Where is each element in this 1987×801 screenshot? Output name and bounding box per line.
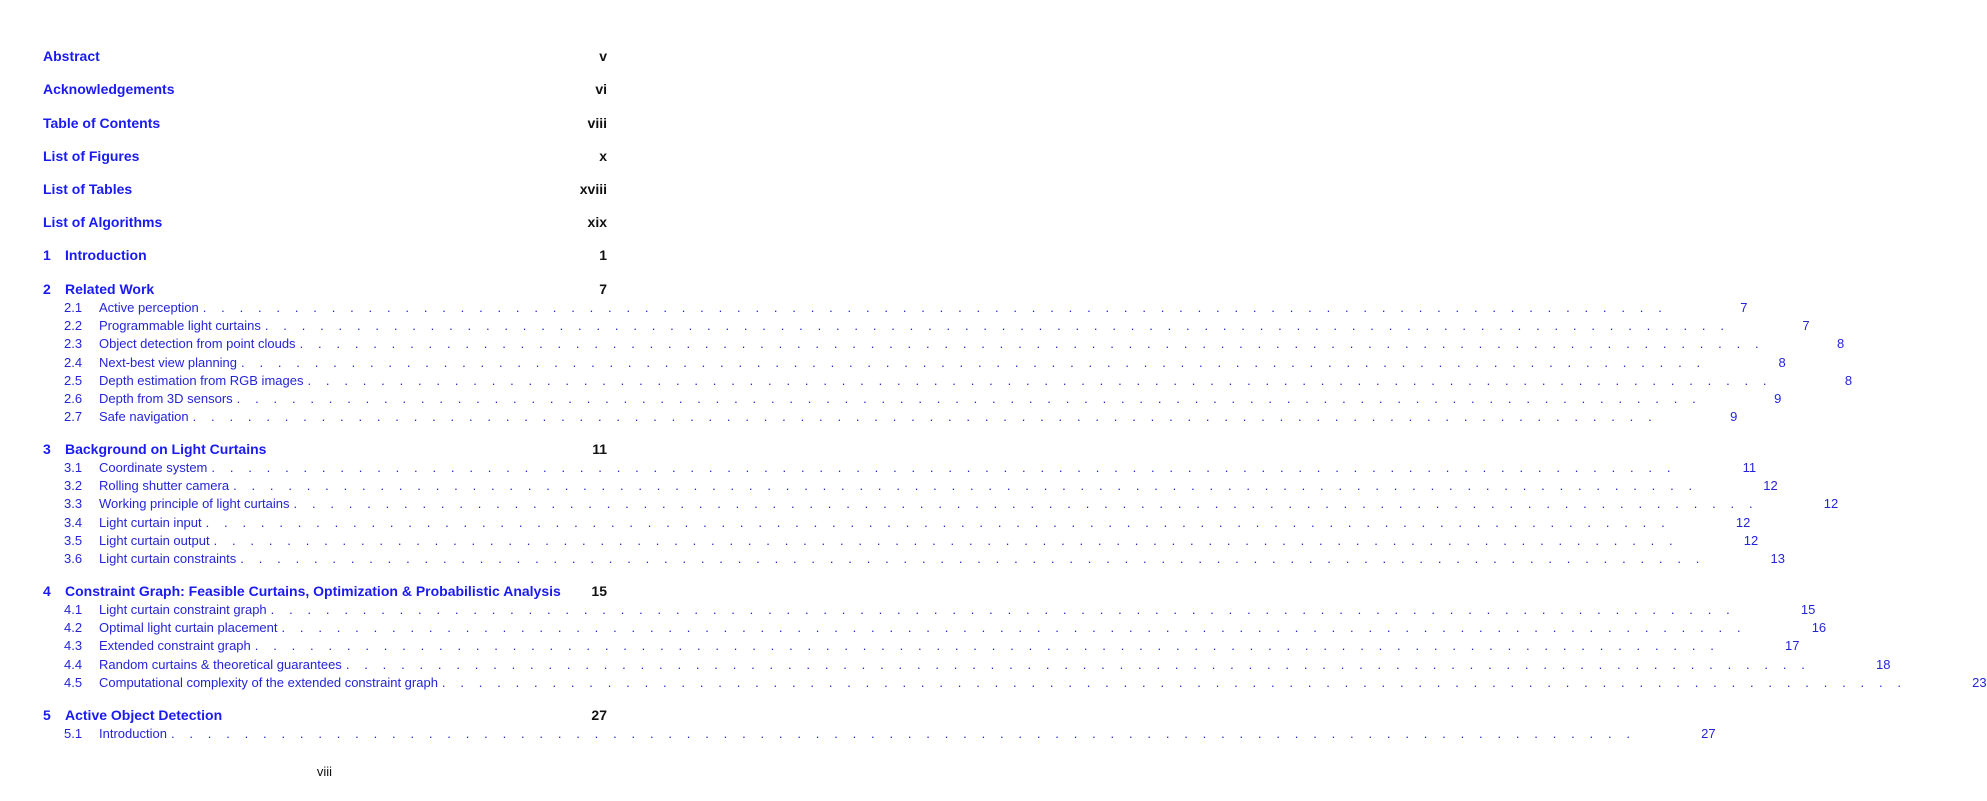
section-entry[interactable] bbox=[64, 300, 1748, 318]
section-number: 3.5 bbox=[64, 532, 83, 548]
entry-title: List of Tables bbox=[43, 181, 133, 197]
entry-page-number: 1 bbox=[599, 247, 607, 263]
entry-page-number: 15 bbox=[1800, 602, 1816, 617]
section-number: 4.1 bbox=[64, 602, 83, 617]
entry-page-number: 12 bbox=[1735, 514, 1751, 530]
entry-title: Background on Light Curtains bbox=[65, 441, 267, 457]
dot-leader: . . . . . . . . . . . . . . . . . . . . . . . . . . . . . . . . . . . . . . . . . . . . . . . . . . . . . . . . . . . . . . . . . . . . . . . . . . . . . . . . bbox=[254, 638, 1720, 654]
dot-leader: . . . . . . . . . . . . . . . . . . . . . . . . . . . . . . . . . . . . . . . . . . . . . . . . . . . . . . . . . . . . . . . . . . . . . . . . . . . . . . . . bbox=[270, 602, 1736, 617]
section-number: 2.4 bbox=[64, 354, 83, 370]
entry-title: Working principle of light curtains bbox=[99, 496, 290, 512]
entry-title: Next-best view planning bbox=[99, 354, 238, 370]
dot-leader: . . . . . . . . . . . . . . . . . . . . . . . . . . . . . . . . . . . . . . . . . . . . . . . . . . . . . . . . . . . . . . . . . . . . . . . . . . . . . . . . bbox=[299, 336, 1765, 352]
section-entry[interactable] bbox=[64, 514, 1751, 533]
entry-title: Acknowledgements bbox=[43, 81, 175, 97]
section-entry[interactable] bbox=[64, 336, 1845, 354]
entry-title: Related Work bbox=[65, 281, 155, 297]
entry-page-number: 8 bbox=[1844, 372, 1853, 388]
dot-leader: . . . . . . . . . . . . . . . . . . . . . . . . . . . . . . . . . . . . . . . . . . . . . . . . . . . . . . . . . . . . . . . . . . . . . . . . . . . . . . . . bbox=[205, 514, 1671, 530]
entry-title: Light curtain constraint graph bbox=[99, 602, 267, 617]
entry-title: Active perception bbox=[99, 300, 199, 315]
dot-leader: . . . . . . . . . . . . . . . . . . . . . . . . . . . . . . . . . . . . . . . . . . . . . . . . . . . . . . . . . . . . . . . . . . . . . . . . . . . . . . . . bbox=[236, 391, 1702, 406]
entry-page-number: vi bbox=[595, 81, 607, 97]
section-entry[interactable] bbox=[64, 460, 1757, 478]
entry-page-number: 8 bbox=[1837, 336, 1845, 352]
entry-page-number: 12 bbox=[1823, 496, 1839, 512]
chapter-number: 4 bbox=[43, 583, 51, 599]
entry-title: Table of Contents bbox=[43, 115, 161, 131]
entry-page-number: 8 bbox=[1778, 354, 1786, 370]
section-entry[interactable] bbox=[64, 318, 1810, 336]
front-matter-entry[interactable] bbox=[43, 81, 607, 99]
section-entry[interactable] bbox=[64, 354, 1786, 373]
entry-title: Light curtain output bbox=[99, 532, 210, 548]
entry-page-number: x bbox=[599, 148, 607, 164]
entry-title: List of Figures bbox=[43, 148, 140, 164]
section-number: 3.3 bbox=[64, 496, 83, 512]
entry-page-number: 7 bbox=[599, 281, 607, 297]
section-entry[interactable] bbox=[64, 372, 1853, 391]
entry-page-number: 27 bbox=[591, 707, 607, 723]
dot-leader: . . . . . . . . . . . . . . . . . . . . . . . . . . . . . . . . . . . . . . . . . . . . . . . . . . . . . . . . . . . . . . . . . . . . . . . . . . . . . . . . bbox=[345, 656, 1811, 672]
section-number: 3.6 bbox=[64, 551, 83, 566]
dot-leader: . . . . . . . . . . . . . . . . . . . . . . . . . . . . . . . . . . . . . . . . . . . . . . . . . . . . . . . . . . . . . . . . . . . . . . . . . . . . . . . . bbox=[240, 551, 1705, 566]
section-number: 5.1 bbox=[64, 726, 83, 741]
entry-title: Safe navigation bbox=[99, 409, 189, 425]
entry-page-number: viii bbox=[587, 115, 607, 131]
section-entry[interactable] bbox=[64, 602, 1816, 620]
entry-page-number: 9 bbox=[1774, 391, 1782, 406]
section-number: 4.5 bbox=[64, 674, 83, 690]
front-matter-entry[interactable] bbox=[43, 115, 607, 133]
entry-title: Coordinate system bbox=[99, 460, 208, 475]
dot-leader: . . . . . . . . . . . . . . . . . . . . . . . . . . . . . . . . . . . . . . . . . . . . . . . . . . . . . . . . . . . . . . . . . . . . . . . . . . . . . . . . bbox=[211, 460, 1677, 475]
entry-title: Rolling shutter camera bbox=[99, 478, 230, 494]
entry-page-number: 23 bbox=[1972, 674, 1987, 690]
entry-title: Random curtains & theoretical guarantees bbox=[99, 656, 342, 672]
section-entry[interactable] bbox=[64, 726, 1716, 744]
section-entry[interactable] bbox=[64, 478, 1778, 496]
section-entry[interactable] bbox=[64, 409, 1738, 427]
entry-page-number: 27 bbox=[1701, 726, 1716, 741]
section-number: 4.3 bbox=[64, 638, 83, 654]
entry-page-number: 13 bbox=[1770, 551, 1785, 566]
entry-page-number: 9 bbox=[1730, 409, 1738, 425]
entry-page-number: 12 bbox=[1743, 532, 1759, 548]
entry-title: Extended constraint graph bbox=[99, 638, 251, 654]
entry-title: Light curtain input bbox=[99, 514, 202, 530]
dot-leader: . . . . . . . . . . . . . . . . . . . . . . . . . . . . . . . . . . . . . . . . . . . . . . . . . . . . . . . . . . . . . . . . . . . . . . . . . . . . . . . . bbox=[233, 478, 1698, 494]
section-number: 2.1 bbox=[64, 300, 83, 315]
entry-page-number: 15 bbox=[591, 583, 607, 599]
dot-leader: . . . . . . . . . . . . . . . . . . . . . . . . . . . . . . . . . . . . . . . . . . . . . . . . . . . . . . . . . . . . . . . . . . . . . . . . . . . . . . . . bbox=[202, 300, 1668, 315]
section-number: 3.2 bbox=[64, 478, 83, 494]
chapter-entry[interactable] bbox=[43, 707, 607, 725]
entry-title: List of Algorithms bbox=[43, 214, 163, 230]
entry-title: Introduction bbox=[65, 247, 147, 263]
section-number: 2.7 bbox=[64, 409, 83, 425]
section-entry[interactable] bbox=[64, 532, 1759, 551]
entry-page-number: 16 bbox=[1811, 620, 1827, 636]
dot-leader: . . . . . . . . . . . . . . . . . . . . . . . . . . . . . . . . . . . . . . . . . . . . . . . . . . . . . . . . . . . . . . . . . . . . . . . . . . . . . . . . bbox=[293, 496, 1759, 512]
entry-title: Object detection from point clouds bbox=[99, 336, 296, 352]
section-number: 4.2 bbox=[64, 620, 83, 636]
chapter-number: 1 bbox=[43, 247, 51, 263]
chapter-entry[interactable] bbox=[43, 281, 607, 299]
dot-leader: . . . . . . . . . . . . . . . . . . . . . . . . . . . . . . . . . . . . . . . . . . . . . . . . . . . . . . . . . . . . . . . . . . . . . . . . . . . . . . . . bbox=[441, 674, 1907, 690]
entry-title: Depth estimation from RGB images bbox=[99, 372, 304, 388]
dot-leader: . . . . . . . . . . . . . . . . . . . . . . . . . . . . . . . . . . . . . . . . . . . . . . . . . . . . . . . . . . . . . . . . . . . . . . . . . . . . . . . . bbox=[241, 354, 1706, 370]
entry-page-number: 12 bbox=[1763, 478, 1778, 494]
entry-page-number: 18 bbox=[1876, 656, 1891, 672]
entry-title: Constraint Graph: Feasible Curtains, Optimization & Probabilistic Analysis bbox=[65, 583, 561, 599]
front-matter-entry[interactable] bbox=[43, 181, 607, 199]
entry-title: Active Object Detection bbox=[65, 707, 223, 723]
entry-page-number: 17 bbox=[1785, 638, 1800, 654]
section-number: 3.1 bbox=[64, 460, 83, 475]
section-entry[interactable] bbox=[64, 620, 1827, 638]
dot-leader: . . . . . . . . . . . . . . . . . . . . . . . . . . . . . . . . . . . . . . . . . . . . . . . . . . . . . . . . . . . . . . . . . . . . . . . . . . . . . . . . bbox=[170, 726, 1636, 741]
section-entry[interactable] bbox=[64, 551, 1785, 569]
entry-page-number: v bbox=[599, 48, 607, 64]
entry-page-number: xviii bbox=[579, 181, 607, 197]
section-number: 2.5 bbox=[64, 372, 83, 388]
entry-title: Programmable light curtains bbox=[99, 318, 261, 334]
chapter-number: 2 bbox=[43, 281, 51, 297]
section-number: 2.3 bbox=[64, 336, 83, 352]
section-number: 3.4 bbox=[64, 514, 83, 530]
section-entry[interactable] bbox=[64, 638, 1800, 656]
chapter-entry[interactable] bbox=[43, 441, 607, 459]
entry-page-number: xix bbox=[587, 214, 607, 230]
section-number: 4.4 bbox=[64, 656, 83, 672]
front-matter-entry[interactable] bbox=[43, 148, 607, 166]
dot-leader: . . . . . . . . . . . . . . . . . . . . . . . . . . . . . . . . . . . . . . . . . . . . . . . . . . . . . . . . . . . . . . . . . . . . . . . . . . . . . . . . bbox=[192, 409, 1658, 425]
section-entry[interactable] bbox=[64, 674, 1987, 693]
page-number-footer: viii bbox=[316, 764, 333, 779]
dot-leader: . . . . . . . . . . . . . . . . . . . . . . . . . . . . . . . . . . . . . . . . . . . . . . . . . . . . . . . . . . . . . . . . . . . . . . . . . . . . . . . . bbox=[281, 620, 1747, 636]
dot-leader: . . . . . . . . . . . . . . . . . . . . . . . . . . . . . . . . . . . . . . . . . . . . . . . . . . . . . . . . . . . . . . . . . . . . . . . . . . . . . . . . bbox=[264, 318, 1730, 334]
front-matter-entry[interactable] bbox=[43, 48, 607, 66]
entry-page-number: 7 bbox=[1802, 318, 1810, 334]
entry-title: Depth from 3D sensors bbox=[99, 391, 233, 406]
chapter-entry[interactable] bbox=[43, 583, 607, 601]
chapter-number: 5 bbox=[43, 707, 51, 723]
dot-leader: . . . . . . . . . . . . . . . . . . . . . . . . . . . . . . . . . . . . . . . . . . . . . . . . . . . . . . . . . . . . . . . . . . . . . . . . . . . . . . . . bbox=[307, 372, 1773, 388]
entry-title: Introduction bbox=[99, 726, 167, 741]
chapter-entry[interactable] bbox=[43, 247, 607, 265]
chapter-number: 3 bbox=[43, 441, 51, 457]
front-matter-entry[interactable] bbox=[43, 214, 607, 232]
section-number: 2.6 bbox=[64, 391, 83, 406]
entry-page-number: 11 bbox=[592, 441, 607, 457]
entry-title: Optimal light curtain placement bbox=[99, 620, 278, 636]
section-entry[interactable] bbox=[64, 496, 1839, 514]
entry-page-number: 11 bbox=[1742, 460, 1757, 475]
entry-page-number: 7 bbox=[1740, 300, 1748, 315]
entry-title: Computational complexity of the extended constraint graph bbox=[99, 674, 438, 690]
entry-title: Light curtain constraints bbox=[99, 551, 237, 566]
entry-title: Abstract bbox=[43, 48, 100, 64]
dot-leader: . . . . . . . . . . . . . . . . . . . . . . . . . . . . . . . . . . . . . . . . . . . . . . . . . . . . . . . . . . . . . . . . . . . . . . . . . . . . . . . . bbox=[213, 532, 1679, 548]
section-entry[interactable] bbox=[64, 391, 1782, 409]
section-number: 2.2 bbox=[64, 318, 83, 334]
section-entry[interactable] bbox=[64, 656, 1891, 675]
